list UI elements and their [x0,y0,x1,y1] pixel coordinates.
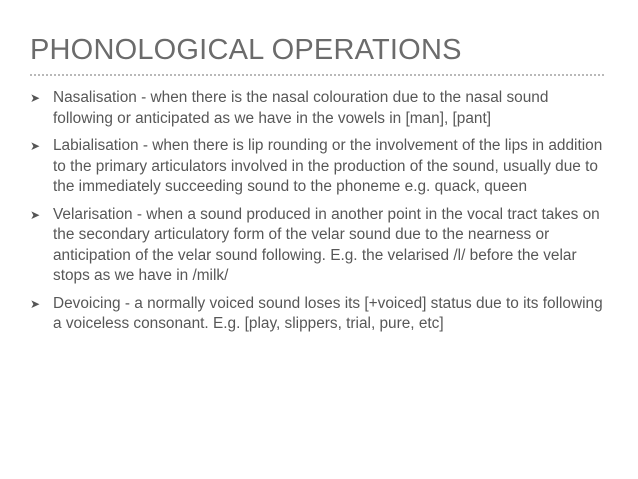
slide-title: PHONOLOGICAL OPERATIONS [30,34,462,66]
bullet-item-labialisation [30,136,610,198]
bullet-list [30,88,610,342]
bullet-text: Labialisation - when there is lip rounding or the involvement of the lips in addition to the primary articulators involved in the production of the sound, usually due to the immediately succeeding sound to the phoneme e.g. quack, queen [53,137,603,195]
arrow-bullet-icon: ➤ [30,296,41,311]
bullet-text: Nasalisation - when there is the nasal colouration due to the nasal sound following or anticipated as we have in the vowels in [man], [pant] [53,89,549,127]
title-divider [30,74,604,76]
bullet-text: Velarisation - when a sound produced in another point in the vocal tract takes on the secondary articulatory form of the velar sound due to the nearness or anticipation of the velar sound following. E.g. the velarised /l/ before the velar stops as we have in /milk/ [53,205,600,284]
bullet-item-devoicing [30,294,610,335]
arrow-bullet-icon: ➤ [30,91,41,105]
bullet-text: Devoicing - a normally voiced sound loses its [+voiced] status due to its following a voiceless consonant. E.g. [play, slippers, trial, pure, etc] [53,294,603,332]
bullet-item-nasalisation [30,88,610,129]
arrow-bullet-icon: ➤ [30,207,41,222]
bullet-item-velarisation [30,205,610,287]
arrow-bullet-icon: ➤ [30,139,41,153]
